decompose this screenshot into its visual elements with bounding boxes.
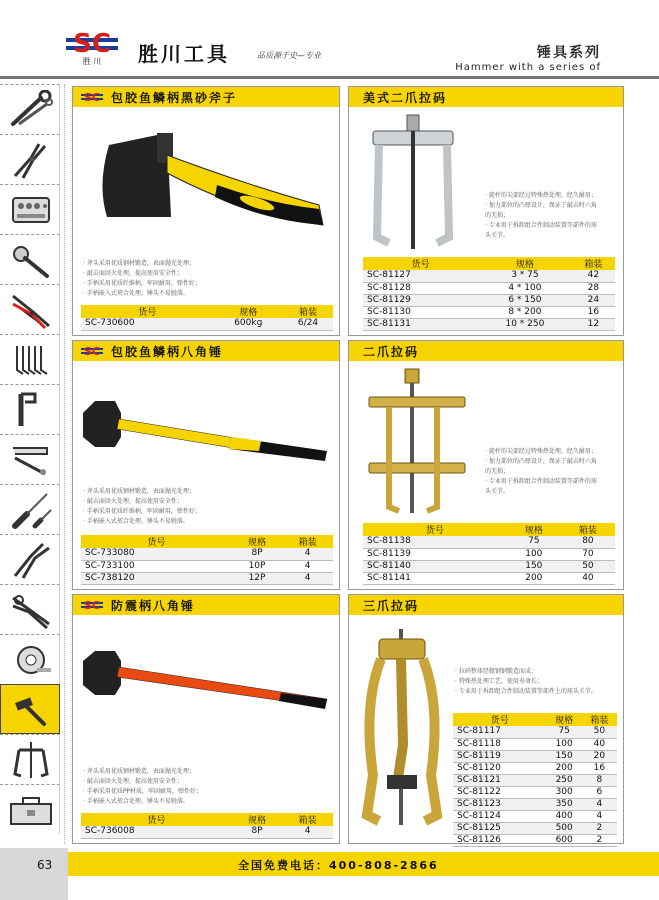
product-panel-sledge-hammer	[72, 340, 340, 590]
puller-icon	[7, 740, 55, 780]
sidebar-item-puller[interactable]	[0, 734, 60, 784]
sledge-hammer-image	[81, 393, 331, 473]
feature-item: · 手柄嵌入式契合处理，锤头不易脱落。	[83, 290, 189, 297]
feature-list	[455, 667, 597, 697]
table-row: SC-81124 400 4	[453, 810, 617, 822]
sidebar-item-toolbox[interactable]	[0, 784, 60, 834]
table-row: SC-81121 250 8	[453, 774, 617, 786]
tape-measure-icon	[7, 640, 55, 680]
feature-item: · 专业用于拆卸组合件制动装置等部件上的球头关节。	[455, 688, 597, 695]
panel-title-bar	[349, 341, 623, 361]
product-title: 美式二爪拉码	[363, 91, 448, 105]
brand-logo-small	[81, 597, 103, 613]
product-panel-antivibration-hammer	[72, 594, 340, 844]
table-row: SC-738120 12P 4	[81, 572, 333, 584]
feature-item: · 手柄采用优质纤维柄，牢固耐用，弹性好；	[83, 508, 201, 515]
table-row: SC-733080 8P 4	[81, 548, 333, 560]
pipe-wrench-icon	[7, 390, 55, 430]
feature-item: · 加力部位的凸弹设计，保证了敲击时六角	[485, 202, 597, 209]
sidebar-item-hammer[interactable]	[0, 684, 60, 734]
sidebar-item-tape-measure[interactable]	[0, 634, 60, 684]
product-panel-axe	[72, 86, 340, 336]
axe-image	[97, 125, 327, 235]
hex-key-icon	[7, 340, 55, 380]
feature-item: · 斧头采用优质钢材锻造，表面抛光处理；	[83, 768, 195, 775]
feature-item: · 斧头采用优质钢材锻造，表面抛光处理；	[83, 260, 195, 267]
feature-list	[485, 191, 597, 241]
feature-item: · 手柄采用优质PP材质，牢固耐用，弹性好；	[83, 788, 203, 795]
sidebar-item-stripper[interactable]	[0, 434, 60, 484]
screwdriver-icon	[7, 490, 55, 530]
feature-item: 的无损；	[485, 212, 510, 219]
sidebar-item-ratchet[interactable]	[0, 234, 60, 284]
page-number: 63	[37, 858, 53, 872]
two-jaw-puller-gold-image	[363, 367, 473, 517]
table-row: SC-81128 4 * 100 28	[363, 282, 615, 294]
spec-table	[81, 305, 333, 331]
table-row: SC-81126 600 2	[453, 834, 617, 846]
brand-slogan: 品质源于史—专业	[257, 51, 321, 60]
table-row: SC-81139 100 70	[363, 548, 615, 560]
table-row: SC-81120 200 16	[453, 762, 617, 774]
panel-title-bar	[73, 341, 339, 361]
series-subtitle: Hammer with a series of	[455, 62, 601, 73]
toolbox-icon	[7, 790, 55, 830]
sidebar-item-pliers[interactable]	[0, 134, 60, 184]
panel-title-bar	[73, 595, 339, 615]
product-panel-american-two-jaw-puller	[348, 86, 624, 336]
table-row: SC-81138 75 80	[363, 536, 615, 548]
sidebar-item-wrench[interactable]	[0, 84, 60, 134]
feature-item: · 专业用于拆卸组合件制动装置等部件的球	[485, 222, 597, 229]
feature-item: · 加力部位的凸弹设计，保证了敲击时六角	[485, 458, 597, 465]
page-number-block	[0, 848, 68, 900]
table-row: SC-81140 150 50	[363, 560, 615, 572]
brand-logo-small	[81, 343, 103, 359]
table-row: SC-81117 75 50	[453, 726, 617, 738]
feature-item: · 斧头采用优质钢材锻造，表面抛光处理；	[83, 488, 195, 495]
feature-list	[83, 487, 201, 527]
product-panel-two-jaw-puller	[348, 340, 624, 590]
feature-item: · 敲击面回火处理，提高使用安全性；	[83, 498, 183, 505]
feature-item: · 手柄嵌入式契合处理，锤头不易脱落。	[83, 518, 189, 525]
table-row: SC-733100 10P 4	[81, 560, 333, 572]
product-panel-three-jaw-puller	[348, 594, 624, 844]
spec-table	[363, 523, 615, 585]
feature-item: · 手柄嵌入式契合处理，锤头不易脱落。	[83, 798, 189, 805]
svg-text:SC: SC	[73, 29, 111, 59]
product-title: 包胶鱼鳞柄八角锤	[111, 345, 224, 359]
table-header-row: 货号 规格 箱装	[81, 813, 333, 826]
footer-hotline-bar	[68, 852, 659, 876]
svg-text:SC: SC	[84, 91, 100, 104]
product-title: 二爪拉码	[363, 345, 420, 359]
sidebar-item-crimper[interactable]	[0, 534, 60, 584]
feature-item: 头关节。	[485, 488, 510, 495]
series-title: 锤具系列	[537, 45, 601, 61]
feature-item: · 旋杆的尖部经过特殊热处理，经久耐用；	[485, 192, 597, 199]
crimper-icon	[7, 540, 55, 580]
feature-list	[83, 767, 202, 807]
feature-item: 的无损；	[485, 468, 510, 475]
wrench-icon	[7, 90, 55, 130]
table-row: SC-81118 100 40	[453, 738, 617, 750]
table-row: SC-736008 8P 4	[81, 826, 333, 838]
svg-text:SC: SC	[84, 345, 100, 358]
table-row: SC-81129 6 * 150 24	[363, 294, 615, 306]
table-header-row: 货号 规格 箱装	[363, 257, 615, 270]
panel-title-bar	[349, 87, 623, 107]
feature-item: · 敲击面回火处理，提高使用安全性；	[83, 778, 183, 785]
panel-title-bar	[349, 595, 623, 615]
table-header-row: 货号 规格 箱装	[453, 713, 617, 726]
feature-item: · 旋杆的尖部经过特殊热处理，经久耐用；	[485, 448, 597, 455]
feature-item: 头关节。	[485, 232, 510, 239]
sidebar-item-locking-pliers[interactable]	[0, 584, 60, 634]
cutter-icon	[7, 290, 55, 330]
brand-logo-small	[81, 89, 103, 105]
table-row: SC-81127 3 * 75 42	[363, 270, 615, 282]
stripper-icon	[7, 440, 55, 480]
table-row: SC-81123 350 4	[453, 798, 617, 810]
spec-table	[81, 813, 333, 839]
feature-list	[83, 259, 201, 299]
table-header-row: 货号 规格 箱装	[363, 523, 615, 536]
ratchet-icon	[7, 240, 55, 280]
sidebar-item-screwdriver[interactable]	[0, 484, 60, 534]
sidebar-item-hex-key[interactable]	[0, 334, 60, 384]
table-row: SC-81130 8 * 200 16	[363, 306, 615, 318]
locking-pliers-icon	[7, 590, 55, 630]
sidebar-divider	[64, 84, 65, 844]
svg-text:胜 川: 胜 川	[82, 57, 102, 66]
feature-item: · 敲击面回火处理，提高使用安全性；	[83, 270, 183, 277]
table-header-row: 货号 规格 箱装	[81, 535, 333, 548]
table-row: SC-81141 200 40	[363, 572, 615, 584]
feature-item: · 手柄采用优质纤维柄，牢固耐用，弹性好；	[83, 280, 201, 287]
header-divider	[0, 76, 659, 79]
sidebar-item-cutter[interactable]	[0, 284, 60, 334]
svg-text:SC: SC	[84, 599, 100, 612]
pliers-icon	[7, 140, 55, 180]
spec-table	[81, 535, 333, 585]
spec-table	[453, 713, 617, 847]
category-sidebar	[0, 84, 64, 844]
table-row: SC-81122 300 6	[453, 786, 617, 798]
product-title: 三爪拉码	[363, 599, 420, 613]
table-row: SC-81119 150 20	[453, 750, 617, 762]
hotline-text: 全国免费电话：400-808-2866	[238, 859, 439, 872]
feature-item: · 特殊热处理工艺，使用寿命长；	[455, 678, 543, 685]
antivibration-hammer-image	[81, 647, 331, 727]
feature-list	[485, 447, 597, 497]
brand-name: 胜川工具	[138, 42, 230, 66]
panel-title-bar	[73, 87, 339, 107]
sidebar-item-pipe-wrench[interactable]	[0, 384, 60, 434]
table-header-row: 货号 规格 箱装	[81, 305, 333, 318]
spec-table	[363, 257, 615, 331]
feature-item: · 拉码整体经微钢钢锻造而成；	[455, 668, 537, 675]
two-jaw-puller-image	[363, 113, 463, 253]
table-row: SC-81131 10 * 250 12	[363, 318, 615, 330]
hammer-icon	[8, 690, 56, 730]
feature-item: · 专业用于拆卸组合件制动装置等部件的球	[485, 478, 597, 485]
table-row: SC-81125 500 2	[453, 822, 617, 834]
product-title: 防震柄八角锤	[111, 599, 196, 613]
table-row: SC-730600 600kg 6/24	[81, 318, 333, 330]
product-title: 包胶鱼鳞柄黑砂斧子	[111, 91, 238, 105]
three-jaw-puller-image	[357, 625, 447, 835]
socket-set-icon	[7, 190, 55, 230]
brand-logo	[66, 24, 118, 66]
sidebar-item-socket-set[interactable]	[0, 184, 60, 234]
